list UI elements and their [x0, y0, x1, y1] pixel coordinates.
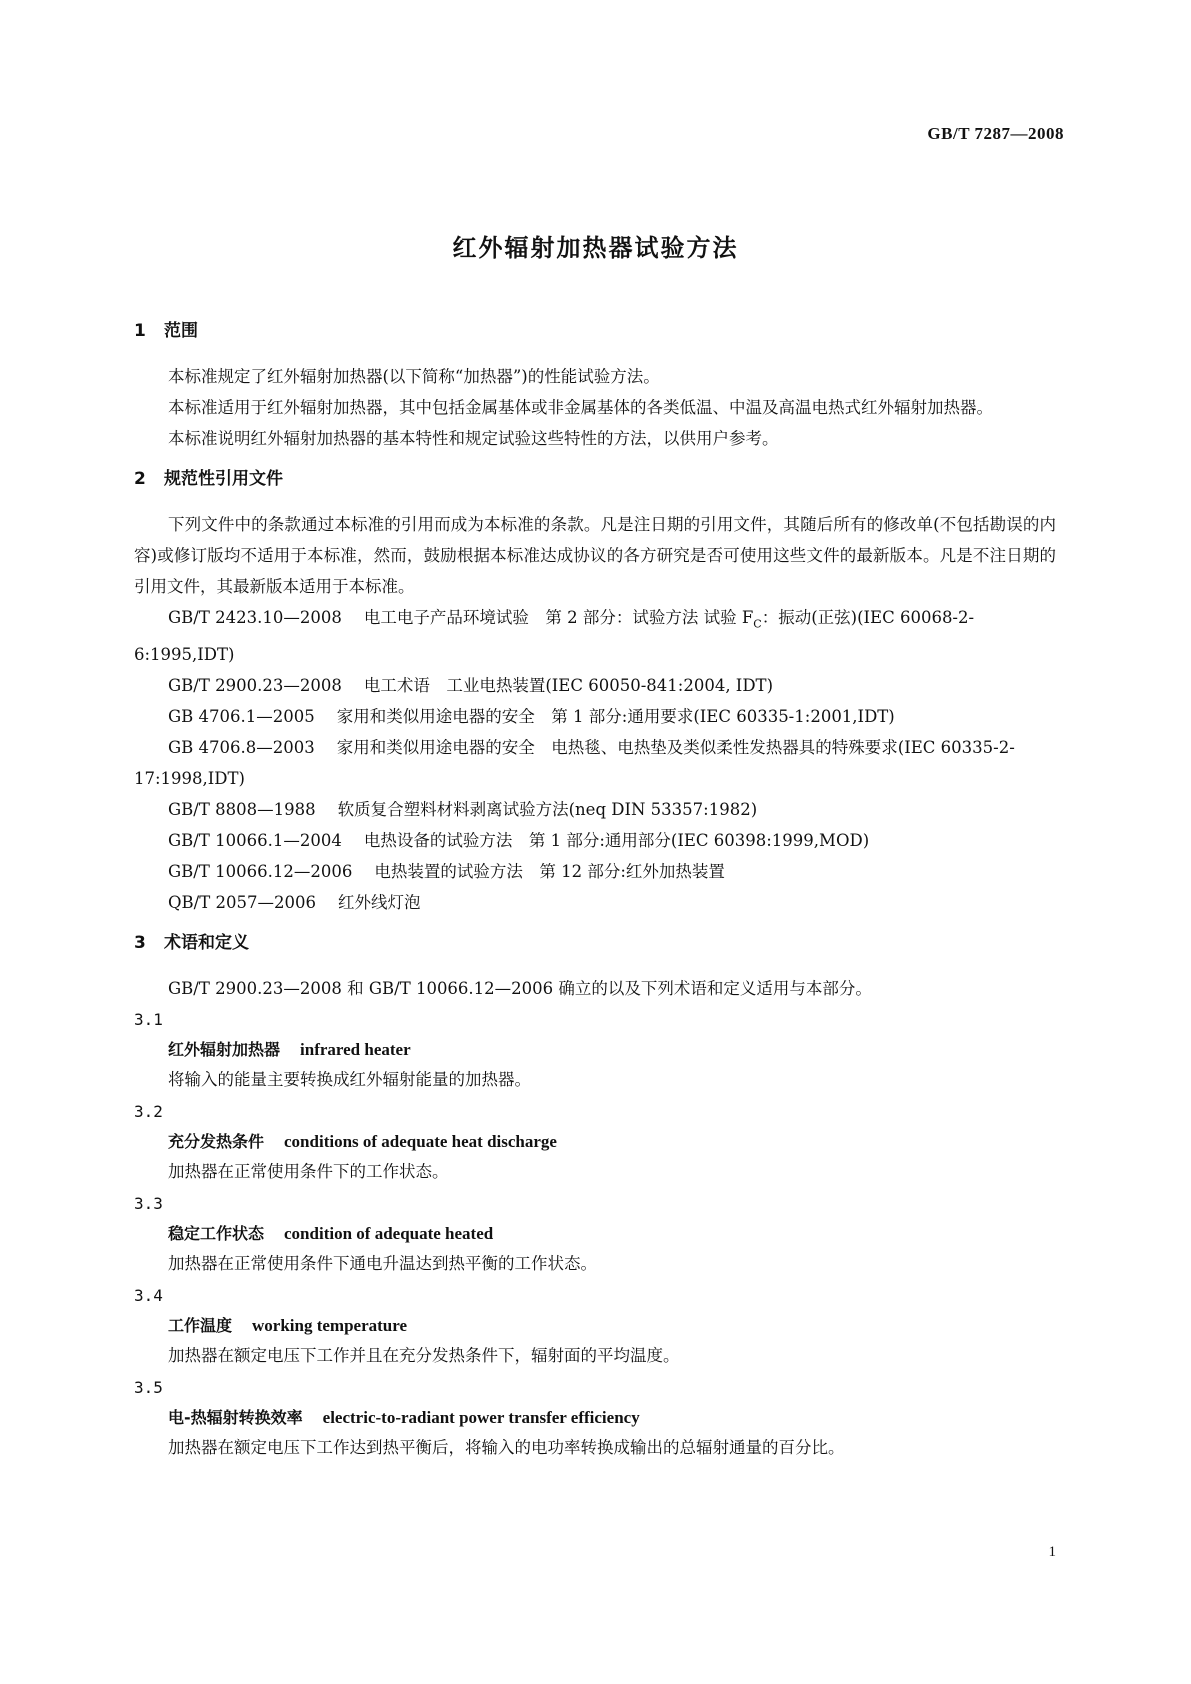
term-name-zh: 稳定工作状态 [168, 1224, 265, 1244]
reference-item [134, 794, 1056, 825]
section-title: 术语和定义 [164, 933, 249, 954]
term-name-zh: 充分发热条件 [168, 1132, 265, 1152]
term-name-en: conditions of adequate heat discharge [284, 1132, 557, 1152]
reference-item [134, 856, 1056, 887]
term-entry [134, 1372, 1056, 1463]
paragraph: 本标准规定了红外辐射加热器(以下简称“加热器”)的性能试验方法。 [168, 367, 660, 386]
term-definition: 加热器在额定电压下工作达到热平衡后，将输入的电功率转换成输出的总辐射通量的百分比。 [168, 1438, 845, 1458]
section-title: 规范性引用文件 [164, 469, 283, 489]
section-heading [134, 318, 1056, 344]
section-number: 2 [134, 469, 146, 489]
reference-code: QB/T 2057—2006 [168, 893, 316, 913]
reference-title: 家用和类似用途电器的安全 第 1 部分:通用要求(IEC 60335-1:2001,IDT) [336, 707, 895, 727]
paragraph: GB/T 2900.23—2008 和 GB/T 10066.12—2006 确立的以及下列术语和定义适用与本部分。 [168, 979, 872, 999]
section-scope [134, 318, 1056, 454]
reference-item [134, 887, 1056, 918]
section-heading [134, 466, 1056, 492]
term-definition: 加热器在正常使用条件下的工作状态。 [168, 1162, 449, 1182]
term-name [134, 1311, 1056, 1341]
reference-title: 电工电子产品环境试验 第 2 部分：试验方法 试验 F [363, 608, 754, 627]
term-number: 3.4 [134, 1286, 163, 1306]
reference-item [134, 670, 1056, 701]
reference-item [134, 732, 1056, 794]
term-number: 3.2 [134, 1102, 163, 1122]
term-name [134, 1403, 1056, 1433]
reference-code: GB/T 8808—1988 [168, 800, 316, 820]
reference-code: GB/T 2900.23—2008 [168, 676, 342, 696]
term-name [134, 1219, 1056, 1249]
reference-item [134, 602, 1056, 670]
reference-code: GB/T 2423.10—2008 [168, 608, 342, 627]
reference-code: GB/T 10066.1—2004 [168, 831, 342, 851]
reference-code: GB 4706.1—2005 [168, 707, 315, 727]
section-number: 3 [134, 933, 146, 954]
term-name-zh: 电-热辐射转换效率 [168, 1408, 303, 1428]
term-name-zh: 红外辐射加热器 [168, 1040, 281, 1060]
reference-code: GB 4706.8—2003 [168, 738, 315, 758]
reference-title: 红外线灯泡 [337, 893, 421, 913]
reference-title: 软质复合塑料材料剥离试验方法(neq DIN 53357:1982) [337, 800, 758, 820]
section-heading [134, 930, 1056, 956]
term-number: 3.3 [134, 1194, 163, 1214]
standard-code: GB/T 7287—2008 [927, 124, 1064, 143]
term-name [134, 1127, 1056, 1157]
term-definition: 加热器在额定电压下工作并且在充分发热条件下，辐射面的平均温度。 [168, 1346, 680, 1366]
reference-title: 家用和类似用途电器的安全 电热毯、电热垫及类似柔性发热器具的特殊要求(IEC 60335-2-17:1998,IDT) [134, 738, 1015, 789]
term-name-en: infrared heater [300, 1040, 411, 1060]
page-number: 1 [1048, 1544, 1056, 1560]
term-entry [134, 1004, 1056, 1095]
reference-title: 电工术语 工业电热装置(IEC 60050-841:2004, IDT) [363, 676, 774, 696]
section-terms-definitions [134, 930, 1056, 1463]
section-title: 范围 [164, 321, 198, 341]
term-name-en: working temperature [252, 1316, 408, 1336]
document-title: 红外辐射加热器试验方法 [452, 234, 739, 262]
document-body [134, 318, 1056, 1475]
term-entry [134, 1188, 1056, 1279]
section-number: 1 [134, 321, 146, 341]
term-name [134, 1035, 1056, 1065]
reference-code: GB/T 10066.12—2006 [168, 862, 353, 882]
reference-title: 电热装置的试验方法 第 12 部分:红外加热装置 [374, 862, 725, 882]
reference-subscript: C [753, 617, 762, 631]
term-definition: 加热器在正常使用条件下通电升温达到热平衡的工作状态。 [168, 1254, 597, 1274]
term-name-zh: 工作温度 [168, 1316, 233, 1336]
term-name-en: electric-to-radiant power transfer efficiency [322, 1408, 640, 1428]
term-definition: 将输入的能量主要转换成红外辐射能量的加热器。 [168, 1070, 531, 1090]
reference-title: 电热设备的试验方法 第 1 部分:通用部分(IEC 60398:1999,MOD) [363, 831, 870, 851]
term-entry [134, 1280, 1056, 1371]
term-name-en: condition of adequate heated [284, 1224, 494, 1244]
reference-title-tail: ：振动(正弦)(IEC 60068-2-6:1995,IDT) [134, 608, 975, 665]
paragraph: 下列文件中的条款通过本标准的引用而成为本标准的条款。凡是注日期的引用文件，其随后所有的修改单(不包括勘误的内容)或修订版均不适用于本标准，然而，鼓励根据本标准达成协议的各方研究是否可使用这些文件的最新版本。凡是不注日期的引用文件，其最新版本适用于本标准。 [134, 515, 1056, 596]
term-entry [134, 1096, 1056, 1187]
reference-item [134, 701, 1056, 732]
paragraph: 本标准适用于红外辐射加热器，其中包括金属基体或非金属基体的各类低温、中温及高温电热式红外辐射加热器。 [168, 398, 993, 417]
section-normative-references [134, 466, 1056, 918]
reference-item [134, 825, 1056, 856]
term-number: 3.1 [134, 1010, 163, 1030]
paragraph: 本标准说明红外辐射加热器的基本特性和规定试验这些特性的方法，以供用户参考。 [168, 429, 779, 448]
term-number: 3.5 [134, 1378, 163, 1398]
